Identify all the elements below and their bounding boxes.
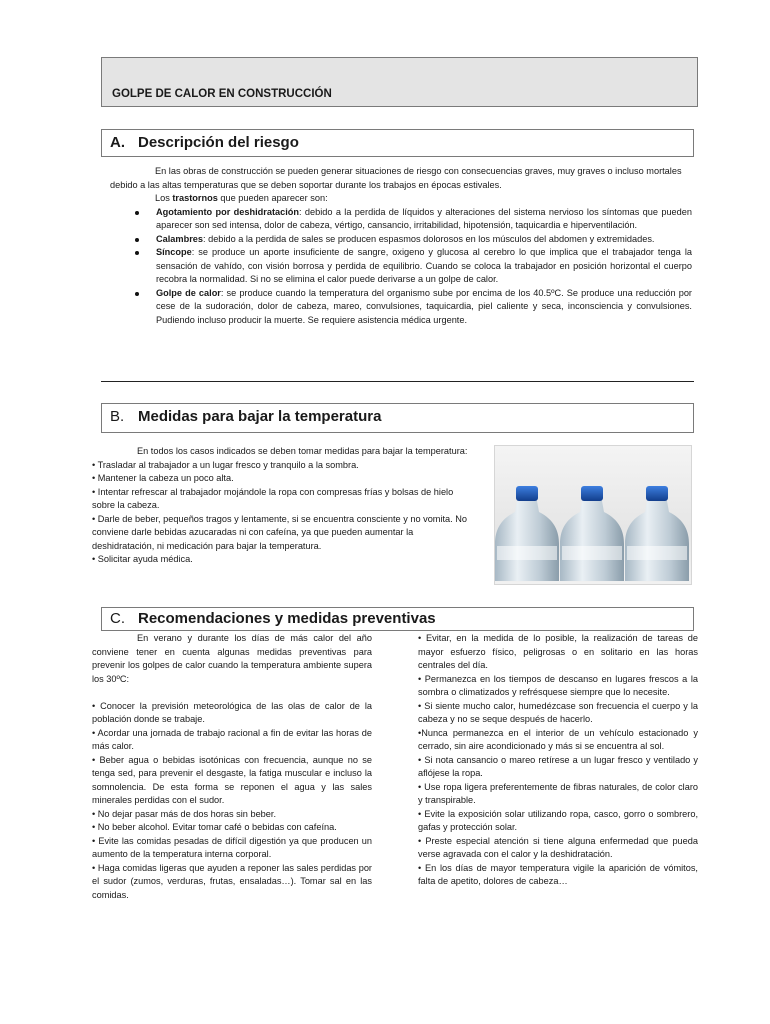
bottle-icon [560,486,624,581]
item-term: Agotamiento por deshidratación [156,206,299,217]
title-box [101,57,698,107]
list-item: • Evite las comidas pesadas de difícil digestión ya que producen un aumento de la temperatura interna corporal. [92,835,372,859]
disorders-list [110,206,692,328]
bottles-illustration [495,446,692,585]
list-item: • Haga comidas ligeras que ayuden a reponer las sales perdidas por el sudor (zumos, verduras, frutas, ensaladas…). Tomar sal en las comidas. [92,862,372,900]
section-b-letter: B. [110,408,125,425]
list-item: • En los días de mayor temperatura vigile la aparición de vómitos, falta de apetito, dolores de cabeza… [418,862,698,886]
item-term: Calambres [156,233,203,244]
section-a-lead [110,192,692,206]
list-item: • Conocer la previsión meteorológica de las olas de calor de la población donde se trabaje. [92,700,372,724]
section-b-body [92,445,477,567]
section-c-header [101,607,694,631]
section-b-header [101,403,694,433]
bottle-icon [495,486,559,581]
spacer [92,686,372,700]
list-item: • No beber alcohol. Evitar tomar café o bebidas con cafeína. [92,822,337,832]
item-term: Síncope [156,247,192,257]
list-item: • Mantener la cabeza un poco alta. [92,473,234,483]
section-b-intro: En todos los casos indicados se deben tomar medidas para bajar la temperatura: [137,446,468,456]
item-text: : se produce cuando la temperatura del organismo sube por encima de los 40.5ºC. Se produce una reducción por cese de la sudoración, dolor de cabeza, mareo, convulsiones, taquicardia, piel caliente y seca, inconsciencia y convulsiones. Pudiendo incluso producir la muerte. Se requiere asistencia médica urgente. [156,287,692,325]
list-item: • Darle de beber, pequeños tragos y lentamente, si se encuentra consciente y no vomita. No conviene darle bebidas azucaradas ni con cafeína, ya que pueden aumentar la deshidratación, ni medicación para bajar la temperatura. [92,513,468,551]
list-item: • Intentar refrescar al trabajador mojándole la ropa con compresas frías y bolsas de hielo sobre la cabeza. [92,486,454,510]
list-item [156,206,692,233]
list-item: • Permanezca en los tiempos de descanso en lugares frescos a la sombra o climatizados y refrésquese siempre que lo necesite. [418,673,698,697]
lead-pre: Los [155,193,173,203]
section-c-left-column [92,632,372,902]
list-item: • No dejar pasar más de dos horas sin beber. [92,808,277,819]
list-item [156,287,692,328]
section-c-intro: En verano y durante los días de más calor del año conviene tener en cuenta algunas medidas preventivas para prevenir los golpes de calor cuando la temperatura ambiente supera los 30ºC: [92,633,372,684]
list-item: • Use ropa ligera preferentemente de fibras naturales, de color claro y transpirable. [418,781,698,805]
section-divider [101,381,694,382]
item-text: : debido a la perdida de sales se producen espasmos dolorosos en los músculos del abdomen y extremidades. [202,233,655,244]
lead-term: trastornos [172,193,218,203]
list-item: • Evite la exposición solar utilizando ropa, casco, gorro o sombrero, gafas y protección solar. [418,808,698,832]
section-a-header [101,129,694,157]
list-item [156,246,692,287]
section-a-intro: En las obras de construcción se pueden generar situaciones de riesgo con consecuencias graves, muy graves o incluso mortales debido a las altas temperaturas que se deben soportar durante los trabajos en épocas estivales. [110,166,682,190]
bottle-icon [625,486,689,581]
section-a-body [110,165,692,327]
water-bottles-photo [494,445,692,585]
section-c-right-column [418,632,698,889]
item-text: : debido a la perdida de líquidos y alteraciones del sistema nervioso los síntomas que pueden aparecer son sed intensa, dolor de cabeza, vértigo, cansancio, irritabilidad, hipotensión, taquicardia e hiperventilación. [156,206,692,230]
item-text: : se produce un aporte insuficiente de sangre, oxigeno y glucosa al cerebro lo que implica que el trabajador tenga la sensación de vahído, con visión borrosa y perdida de equilibrio. Cuando se coloca la trabajador en posición horizontal el cuerpo recobra la normalidad. Si no se elimina el calor puede derivarse a un golpe de calor. [156,247,692,284]
list-item: • Preste especial atención si tiene alguna enfermedad que pueda verse agravada con el calor y la deshidratación. [418,835,698,859]
page-title: GOLPE DE CALOR EN CONSTRUCCIÓN [112,88,332,100]
list-item: • Evitar, en la medida de lo posible, la realización de tareas de mayor esfuerzo físico, peligrosas o en solitario en las horas centrales del día. [418,633,698,670]
section-c-letter: C. [110,610,125,627]
list-item: • Acordar una jornada de trabajo racional a fin de evitar las horas de más calor. [92,727,372,751]
list-item: •Nunca permanezca en el interior de un vehículo estacionado y cerrado, sin aire acondicionado y más si se encuentra al sol. [418,727,698,751]
section-b-heading: Medidas para bajar la temperatura [138,408,382,425]
list-item: • Trasladar al trabajador a un lugar fresco y tranquilo a la sombra. [92,459,359,470]
item-term: Golpe de calor [156,287,221,298]
list-item: • Si siente mucho calor, humedézcase son frecuencia el cuerpo y la cabeza y no se seque después de hacerlo. [418,700,698,724]
lead-post: que pueden aparecer son: [217,193,328,203]
section-a-letter: A. [110,134,125,151]
list-item: • Beber agua o bebidas isotónicas con frecuencia, aunque no se tenga sed, para prevenir el desgaste, la fatiga muscular e incluso la somnolencia. De esta forma se reponen el agua y las sales minerales perdidas con el sudor. [92,754,372,805]
list-item [156,233,692,247]
section-a-heading: Descripción del riesgo [138,134,299,151]
section-c-heading: Recomendaciones y medidas preventivas [138,610,436,627]
list-item: • Solicitar ayuda médica. [92,554,193,564]
list-item: • Si nota cansancio o mareo retírese a un lugar fresco y ventilado y aflójese la ropa. [418,754,698,778]
